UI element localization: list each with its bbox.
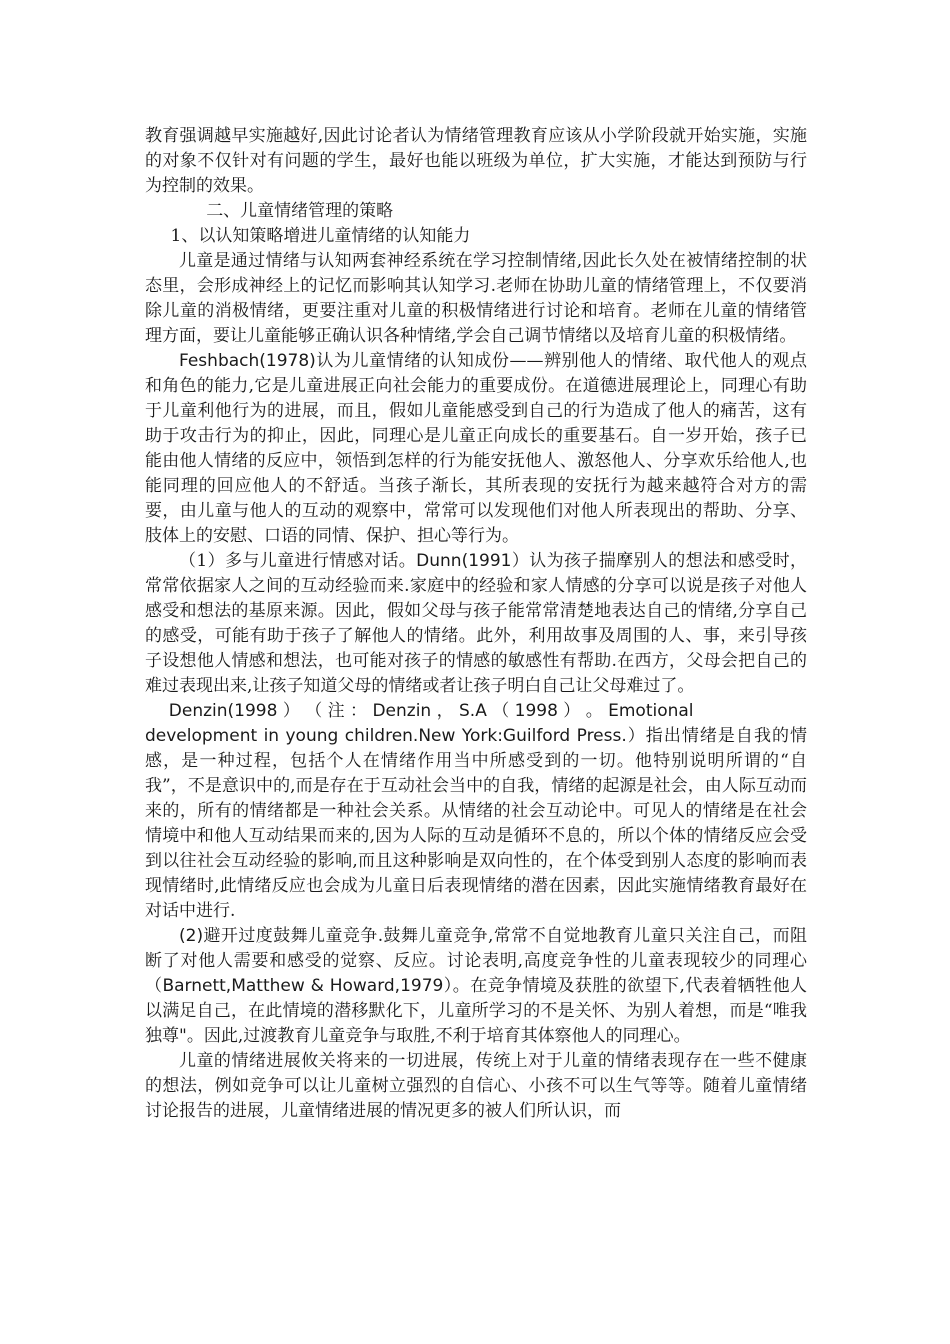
competition-body-b: ）。在竞争情境及获胜的欲望下,代表着牺牲他人以满足自己，在此情境的潜移默化下，儿童所学习的不是关怀、为别人着想，而是“唯我独尊"。因此,过渡教育儿童竞争与取胜,不利于培育其体察他人的同理心。	[145, 976, 808, 1046]
closing-paragraph: 儿童的情绪进展攸关将来的一切进展，传统上对于儿童的情绪表现存在一些不健康的想法，例如竞争可以让儿童树立强烈的自信心、小孩不可以生气等等。随着儿童情绪讨论报告的进展，儿童情绪进展的情况更多的被人们所认识，而	[145, 1051, 807, 1121]
subsection-heading: 1、以认知策略增进儿童情绪的认知能力	[170, 226, 471, 246]
denzin-reference: development in young children.New York:Guilford Press.	[145, 726, 627, 746]
document-page	[145, 124, 807, 1124]
section-heading: 二、儿童情绪管理的策略	[206, 201, 394, 221]
competition-prefix: (2)	[179, 926, 204, 946]
cognitive-paragraph: 儿童是通过情绪与认知两套神经系统在学习控制情绪,因此长久处在被情绪控制的状态里，会形成神经上的记忆而影响其认知学习.老师在协助儿童的情绪管理上，不仅要消除儿童的消极情绪，更要注重对儿童的积极情绪进行讨论和培育。老师在儿童的情绪管理方面，要让儿童能够正确认识各种情绪,学会自己调节情绪以及培育儿童的积极情绪。	[145, 251, 807, 346]
dunn-prefix: （1）多与儿童进行情感对话。	[179, 551, 417, 571]
dunn-body: ）认为孩子揣摩别人的想法和感受时，常常依据家人之间的互动经验而来.家庭中的经验和家人情感的分享可以说是孩子对他人感受和想法的基原来源。因此，假如父母与孩子能常常清楚地表达自己的情绪,分享自己的感受，可能有助于孩子了解他人的情绪。此外，利用故事及周围的人、事，来引导孩子设想他人情感和想法，也可能对孩子的情感的敏感性有帮助.在西方，父母会把自己的难过表现出来,让孩子知道父母的情绪或者让孩子明白自己让父母难过了。	[145, 551, 807, 696]
dunn-paragraph	[145, 549, 807, 699]
denzin-citation-line: Denzin(1998 ） （ 注 ： Denzin ， S.A （ 1998 ） 。 Emotional	[168, 701, 694, 721]
denzin-paragraph	[145, 724, 807, 924]
dunn-citation: Dunn(1991	[416, 551, 512, 571]
denzin-body: ）指出情绪是自我的情感，是一种过程，包括个人在情绪作用当中所感受到的一切。他特别说明所谓的“自我”，不是意识中的,而是存在于互动社会当中的自我，情绪的起源是社会，由人际互动而来的，所有的情绪都是一种社会关系。从情绪的社会互动论中。可见人的情绪是在社会情境中和他人互动结果而来的,因为人际的互动是循环不息的，所以个体的情绪反应会受到以往社会互动经验的影响,而且这种影响是双向性的，在个体受到别人态度的影响而表现情绪时,此情绪反应也会成为儿童日后表现情绪的潜在因素，因此实施情绪教育最好在对话中进行.	[145, 726, 807, 921]
feshbach-citation: Feshbach(1978)	[179, 351, 316, 371]
intro-paragraph: 教育强调越早实施越好,因此讨论者认为情绪管理教育应该从小学阶段就开始实施，实施的对象不仅针对有问题的学生，最好也能以班级为单位，扩大实施，才能达到预防与行为控制的效果。	[145, 126, 807, 196]
competition-paragraph	[145, 924, 807, 1049]
feshbach-paragraph	[145, 349, 807, 549]
competition-body-a: 避开过度鼓舞儿童竞争.鼓舞儿童竞争,常常不自觉地教育儿童只关注自己，而阻断了对他人需要和感受的觉察、反应。讨论表明,高度竞争性的儿童表现较少的同理心（	[145, 926, 807, 996]
competition-citation: Barnett,Matthew & Howard,1979	[162, 976, 444, 996]
feshbach-body: 认为儿童情绪的认知成份——辨别他人的情绪、取代他人的观点和角色的能力,它是儿童进展正向社会能力的重要成份。在道德进展理论上，同理心有助于儿童利他行为的进展，而且，假如儿童能感受到自己的行为造成了他人的痛苦，这有助于攻击行为的抑止，因此，同理心是儿童正向成长的重要基石。自一岁开始，孩子已能由他人情绪的反应中，领悟到怎样的行为能安抚他人、激怒他人、分享欢乐给他人,也能同理的回应他人的不舒适。当孩子渐长，其所表现的安抚行为越来越符合对方的需要，由儿童与他人的互动的观察中，常常可以发现他们对他人所表现出的帮助、分享、肢体上的安慰、口语的同情、保护、担心等行为。	[145, 351, 807, 546]
